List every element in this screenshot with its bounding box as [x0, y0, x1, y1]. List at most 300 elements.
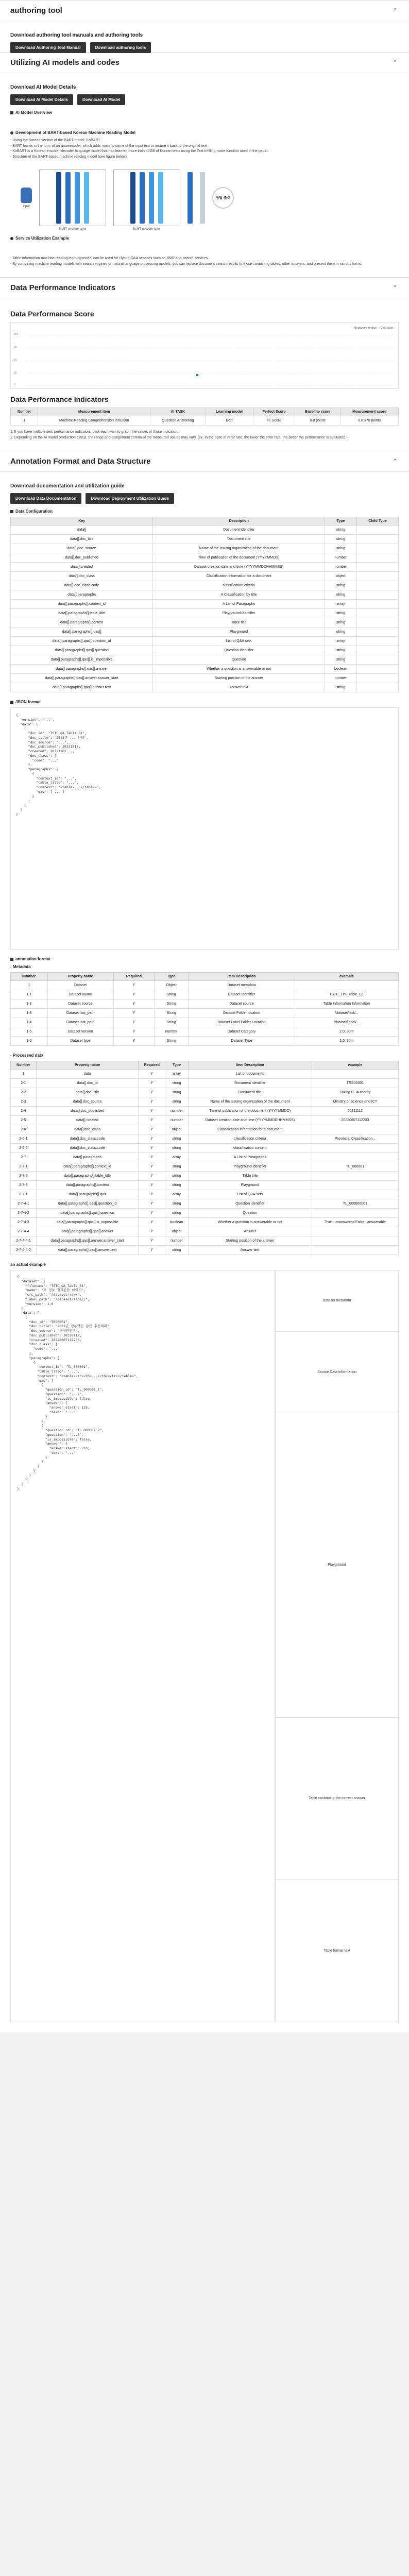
y-tick: 50: [14, 359, 17, 362]
table-cell: string: [325, 581, 356, 590]
table-header-cell: Required: [113, 973, 154, 981]
table-row: [11, 1246, 399, 1255]
table-cell: 1-5: [11, 1027, 48, 1037]
table-cell: Table title: [153, 618, 325, 628]
encoder-bar: [84, 172, 89, 224]
table-cell: A List of Paragraphs: [188, 1153, 312, 1162]
table-cell: 1-6: [11, 1037, 48, 1046]
encoder-bar: [65, 172, 71, 224]
diagram-input-label: input: [23, 205, 30, 208]
table-cell: string: [325, 590, 356, 600]
table-header-cell: Item Description: [189, 973, 295, 981]
download-tools-button[interactable]: Download authoring tools: [90, 42, 151, 53]
table-cell: [357, 683, 399, 692]
table-cell: Y: [139, 1153, 165, 1162]
table-cell: string: [325, 544, 356, 553]
table-cell: boolean: [325, 665, 356, 674]
note: 2. Depending on the AI model production status, the range and assignment criteria of the measured values may vary. (ex. In the case of error rate, the lower the error rate, the better the performance is evaluated.): [10, 435, 348, 439]
table-header-cell: Number: [11, 1061, 37, 1070]
table-row: [11, 1153, 399, 1162]
accordion-annotation: [0, 451, 409, 2032]
table-cell: 2-7-4-4: [11, 1227, 37, 1236]
bullet-square-icon: [10, 958, 13, 961]
table-cell: string: [325, 628, 356, 637]
chevron-up-icon[interactable]: ⌃: [393, 60, 398, 66]
table-cell: 2-3: [11, 1097, 37, 1107]
table-header-cell: Property name: [36, 1061, 139, 1070]
table-cell: Y: [139, 1190, 165, 1199]
table-cell: object: [165, 1125, 189, 1134]
table-cell: Y: [139, 1227, 165, 1236]
annotation-note: Dataset metadata: [276, 1270, 398, 1332]
table-cell: [312, 1246, 398, 1255]
table-cell: List of Q&A sets: [153, 637, 325, 646]
download-model-button[interactable]: Download AI Model: [77, 94, 125, 105]
table-cell: Playground identifier: [153, 609, 325, 618]
table-cell: [357, 526, 399, 535]
table-cell: Y: [139, 1134, 165, 1144]
table-cell: String: [155, 990, 189, 999]
table-cell: TSTC_Lim_Table_C1: [295, 990, 398, 999]
table-cell: data: [36, 1070, 139, 1079]
table-cell: 2-6: [11, 1125, 37, 1134]
table-cell: data[].paragraphs[].qas[].question: [36, 1209, 139, 1218]
table-cell: [357, 637, 399, 646]
table-cell: array: [165, 1070, 189, 1079]
overview-label: AI Model Overview: [15, 110, 53, 115]
dev-label: Development of BART-based Korean Machine Reading Model: [15, 130, 135, 135]
table-cell: Dataset Identifier: [189, 990, 295, 999]
table-cell: string: [325, 609, 356, 618]
table-cell: data[].paragraphs: [11, 590, 153, 600]
table-row: [11, 665, 399, 674]
table-header-cell: Type: [325, 517, 356, 526]
table-cell: string: [165, 1079, 189, 1088]
table-cell: Dataset Type: [189, 1037, 295, 1046]
table-row: [11, 526, 399, 535]
metadata-table: [10, 972, 399, 1046]
config-table: [10, 517, 399, 692]
table-cell: Starting position of the answer: [188, 1236, 312, 1246]
table-cell: Dataset creation date and time (YYYYMMDDHHMMSS): [188, 1116, 312, 1125]
table-cell: data[].doc_id: [36, 1079, 139, 1088]
table-cell: 2-7-4-4-2: [11, 1246, 37, 1255]
table-cell: number: [165, 1236, 189, 1246]
section-subtitle: Download authoring tool manuals and authoring tools: [10, 32, 143, 38]
table-cell: Machine Reading Comprehension Inclusion: [38, 416, 150, 426]
table-cell: data[].paragraphs[].qas[].answer.text: [11, 683, 153, 692]
table-row: [11, 674, 399, 683]
table-header-cell: Perfect Score: [253, 408, 295, 416]
table-cell: string: [165, 1246, 189, 1255]
table-cell: 2-2: [11, 1088, 37, 1097]
json-label: JSON format: [15, 700, 41, 704]
table-cell: Playground identifier: [188, 1162, 312, 1172]
table-cell: Answer text: [153, 683, 325, 692]
table-cell: /dataset/label/...: [295, 1018, 398, 1027]
table-cell: data[].doc_class.code: [36, 1134, 139, 1144]
table-cell: Y: [139, 1218, 165, 1227]
table-cell: data[].paragraphs[].qas[].question_id: [11, 637, 153, 646]
table-cell: [357, 674, 399, 683]
table-cell: string: [165, 1209, 189, 1218]
table-cell: data[].paragraphs[].qas[]: [11, 628, 153, 637]
service-line: - Table information machine reading learning model can be used for Hybrid Q&A services such as BMR and search services.: [10, 257, 209, 260]
table-cell: 1-2: [11, 999, 48, 1009]
table-row: [11, 553, 399, 563]
table-cell: 2-7-1: [11, 1162, 37, 1172]
table-cell: string: [165, 1162, 189, 1172]
output-layer-bar: [200, 172, 205, 224]
table-cell: Y: [139, 1199, 165, 1209]
table-cell: data[].created: [11, 563, 153, 572]
dev-line: - Structure of the BART-based machine reading model (see figure below): [10, 155, 127, 159]
table-cell: data[].doc_published: [11, 553, 153, 563]
table-cell: classification criteria: [188, 1134, 312, 1144]
table-header-cell: Required: [139, 1061, 165, 1070]
annotation-format-label: annotation format: [15, 957, 50, 961]
table-cell: Document identifier: [188, 1079, 312, 1088]
table-cell: data[].paragraphs[].context_id: [36, 1162, 139, 1172]
table-cell: Object: [155, 981, 189, 990]
table-row: [11, 1162, 399, 1172]
actual-annotations: [275, 1270, 399, 2022]
table-cell: data[].paragraphs[].qas[].answer.answer_start: [36, 1236, 139, 1246]
table-cell: number: [155, 1027, 189, 1037]
table-cell: Answer: [188, 1227, 312, 1236]
table-header-cell: Type: [165, 1061, 189, 1070]
table-cell: Time of publication of the document (YYYYMMDD): [188, 1107, 312, 1116]
table-cell: [312, 1172, 398, 1181]
table-row: [11, 1079, 399, 1088]
accordion-header[interactable]: [0, 53, 409, 73]
table-row: [11, 1116, 399, 1125]
model-diagram: [21, 167, 399, 229]
table-cell: Y: [113, 1027, 154, 1037]
table-cell: boolean: [165, 1218, 189, 1227]
table-cell: Question Answering: [150, 416, 206, 426]
table-cell: Name of the issuing organization of the document: [188, 1097, 312, 1107]
y-tick: 0: [14, 383, 15, 386]
decoder-bar: [130, 172, 135, 224]
table-cell: data[].doc_class.code: [36, 1144, 139, 1153]
table-row: [11, 1018, 399, 1027]
table-cell: 2-6-2: [11, 1144, 37, 1153]
table-header-cell: AI TASK: [150, 408, 206, 416]
table-cell: data[].paragraphs[].context: [36, 1181, 139, 1190]
encoder-label: BART encoder layer: [59, 228, 87, 231]
table-row: [11, 572, 399, 581]
table-row: [11, 655, 399, 665]
table-cell: 2-7-2: [11, 1172, 37, 1181]
table-cell: string: [165, 1088, 189, 1097]
table-cell: string: [325, 655, 356, 665]
table-header-cell: Description: [153, 517, 325, 526]
table-row: [11, 1009, 399, 1018]
table-row: [11, 1134, 399, 1144]
bullet-circle-icon: [10, 237, 13, 240]
table-row: [11, 1199, 399, 1209]
processed-table: [10, 1061, 399, 1255]
table-cell: Y: [139, 1107, 165, 1116]
annotation-note: Playground: [276, 1413, 398, 1717]
table-cell: Starting position of the answer: [153, 674, 325, 683]
chevron-up-icon[interactable]: ⌃: [393, 285, 398, 291]
accordion-header[interactable]: [0, 451, 409, 472]
table-cell: Dataset type: [47, 1037, 113, 1046]
dev-description: [10, 138, 399, 160]
encoder-bar: [75, 172, 80, 224]
table-cell: [357, 646, 399, 655]
encoder-box: [39, 170, 106, 231]
table-row: [11, 683, 399, 692]
legend-goal: Goal value: [381, 327, 393, 330]
table-cell: 2-5: [11, 1116, 37, 1125]
table-cell: String: [155, 1009, 189, 1018]
table-cell: [312, 1144, 398, 1153]
table-cell: string: [165, 1134, 189, 1144]
table-cell: number: [165, 1116, 189, 1125]
table-cell: 2-7-4-3: [11, 1218, 37, 1227]
table-cell: data[].doc_title: [36, 1088, 139, 1097]
legend-measurement: Measurement value: [354, 327, 377, 330]
table-cell: Dataset metadata: [189, 981, 295, 990]
bullet-square-icon: [10, 510, 13, 513]
table-row: [11, 1218, 399, 1227]
table-row: [11, 416, 399, 426]
table-cell: 1: [11, 1070, 37, 1079]
table-cell: Whether a question is answerable or not: [153, 665, 325, 674]
table-cell: Y: [139, 1125, 165, 1134]
table-cell: data[]: [11, 526, 153, 535]
table-cell: [357, 544, 399, 553]
table-cell: [357, 600, 399, 609]
table-row: [11, 1125, 399, 1134]
table-cell: data[].paragraphs[].context_id: [11, 600, 153, 609]
table-cell: Dataset Folder location: [189, 1009, 295, 1018]
table-cell: Document Identifier: [153, 526, 325, 535]
table-cell: string: [325, 618, 356, 628]
table-cell: 2-4: [11, 1107, 37, 1116]
table-row: [11, 1037, 399, 1046]
annotation-note: Table format text: [323, 1948, 350, 1953]
table-cell: Classification information for a document: [153, 572, 325, 581]
table-cell: Y: [113, 999, 154, 1009]
table-cell: object: [165, 1227, 189, 1236]
chart-legend: [354, 327, 393, 330]
grid-line: [26, 385, 393, 386]
section-title: Annotation Format and Data Structure: [10, 457, 151, 466]
table-row: [11, 544, 399, 553]
table-cell: 1: [11, 981, 48, 990]
table-row: [11, 618, 399, 628]
accordion-authoring: [0, 0, 409, 52]
table-cell: Y: [139, 1144, 165, 1153]
table-cell: List of documents: [188, 1070, 312, 1079]
actual-example: [10, 1270, 399, 2022]
table-cell: array: [325, 637, 356, 646]
table-cell: Dataset source: [47, 999, 113, 1009]
actual-example-label: an actual example: [10, 1262, 46, 1267]
table-cell: Y: [139, 1246, 165, 1255]
table-cell: 1-1: [11, 990, 48, 999]
chevron-up-icon[interactable]: ⌃: [393, 459, 398, 465]
table-cell: [357, 618, 399, 628]
table-cell: string: [165, 1097, 189, 1107]
accordion-header[interactable]: [0, 278, 409, 298]
table-cell: Y: [113, 1009, 154, 1018]
table-row: [11, 600, 399, 609]
table-cell: [357, 553, 399, 563]
table-cell: Dataset version: [47, 1027, 113, 1037]
table-cell: True : unanswered False : answerable: [312, 1218, 398, 1227]
table-cell: data[].paragraphs[].context: [11, 618, 153, 628]
table-cell: [357, 628, 399, 637]
table-row: [11, 581, 399, 590]
table-cell: data[].doc_class: [36, 1125, 139, 1134]
table-cell: Table title: [188, 1172, 312, 1181]
table-cell: Ministry of Science and ICT: [312, 1097, 398, 1107]
table-cell: [312, 1125, 398, 1134]
table-cell: string: [165, 1172, 189, 1181]
output-circle: 정답 출력: [212, 187, 234, 209]
table-cell: Dataset: [47, 981, 113, 990]
table-header-cell: Number: [11, 408, 38, 416]
table-cell: Y: [139, 1209, 165, 1218]
table-row: [11, 1097, 399, 1107]
table-row: [11, 1172, 399, 1181]
table-cell: TRS00001: [312, 1079, 398, 1088]
table-cell: 2-7-3: [11, 1181, 37, 1190]
table-cell: string: [325, 646, 356, 655]
download-model-details-button[interactable]: Download AI Model Details: [10, 94, 73, 105]
service-line: - By combining machine reading models with search engines or natural language processing models, you can replace document search results to those containing tables, other answers, and present them in various forms.: [10, 262, 363, 266]
service-label: Service Utilization Example: [15, 236, 70, 241]
download-documentation-button[interactable]: Download Data Documentation: [10, 493, 81, 504]
table-cell: Dataset last_path: [47, 1018, 113, 1027]
decoder-label: BART decoder layer: [133, 228, 161, 231]
table-cell: Y: [113, 1037, 154, 1046]
table-cell: Name of the issuing organization of the document: [153, 544, 325, 553]
performance-chart: [10, 322, 399, 389]
table-cell: data[].paragraphs[].qas[].answer.answer_start: [11, 674, 153, 683]
table-row: [11, 999, 399, 1009]
table-row: [11, 1027, 399, 1037]
table-cell: Dataset Label Folder Location: [189, 1018, 295, 1027]
table-row: [11, 981, 399, 990]
table-cell: data[].paragraphs[].qas[].answer: [36, 1227, 139, 1236]
table-row: [11, 535, 399, 544]
table-cell: string: [325, 535, 356, 544]
table-header-cell: Child Type: [357, 517, 399, 526]
encoder-bar: [56, 172, 61, 224]
section-title: Utilizing AI models and codes: [10, 58, 120, 67]
table-cell: [312, 1070, 398, 1079]
table-cell: data[].doc_source: [36, 1097, 139, 1107]
table-row: [11, 1144, 399, 1153]
table-cell: string: [165, 1144, 189, 1153]
table-header-cell: Number: [11, 973, 48, 981]
table-cell: [312, 1227, 398, 1236]
table-cell: Playground: [153, 628, 325, 637]
table-cell: data[].paragraphs[].qas[].is_impossible: [11, 655, 153, 665]
table-cell: Question identifier: [153, 646, 325, 655]
table-cell: array: [325, 600, 356, 609]
table-cell: A List of Paragraphs: [153, 600, 325, 609]
download-manual-button[interactable]: Download Authoring Tool Manual: [10, 42, 86, 53]
table-cell: string: [165, 1181, 189, 1190]
service-description: [10, 256, 399, 267]
score-title: Data Performance Score: [10, 310, 94, 318]
table-cell: 2-7: [11, 1153, 37, 1162]
table-cell: array: [165, 1190, 189, 1199]
chevron-up-icon[interactable]: ⌃: [393, 8, 398, 14]
dev-line: - BART learns in the form of an autoencoder, which adds noise to some of the input text to restore it back to the original text: [10, 144, 207, 148]
table-header-cell: example: [312, 1061, 398, 1070]
table-cell: /dataset/last/...: [295, 1009, 398, 1018]
table-cell: data[].paragraphs[].qas[].is_impossible: [36, 1218, 139, 1227]
table-cell: Y: [139, 1116, 165, 1125]
table-cell: Y: [139, 1236, 165, 1246]
table-cell: 2-1: [11, 1079, 37, 1088]
table-row: [11, 590, 399, 600]
table-cell: List of Q&A sets: [188, 1190, 312, 1199]
table-cell: [312, 1181, 398, 1190]
decoder-box: [113, 170, 180, 231]
output-layer-bar: [188, 172, 193, 224]
table-cell: data[].doc_title: [11, 535, 153, 544]
table-cell: 2-6-1: [11, 1134, 37, 1144]
table-cell: data[].doc_class: [11, 572, 153, 581]
config-label: Data Configuration: [15, 509, 53, 514]
table-row: [11, 1181, 399, 1190]
table-header-cell: Baseline score: [295, 408, 340, 416]
table-cell: 20211112: [312, 1107, 398, 1116]
table-cell: 0.81/70 points: [340, 416, 399, 426]
table-cell: A Classification by title: [153, 590, 325, 600]
table-cell: Classification information for a document: [188, 1125, 312, 1134]
table-cell: data[].paragraphs[].qas[].question: [11, 646, 153, 655]
table-row: [11, 990, 399, 999]
table-cell: String: [155, 1037, 189, 1046]
table-row: [11, 637, 399, 646]
table-cell: data[].paragraphs[].qas: [36, 1190, 139, 1199]
table-cell: Document title: [153, 535, 325, 544]
table-cell: data[].doc_published: [36, 1107, 139, 1116]
table-cell: 2-7-4-1: [11, 1199, 37, 1209]
table-cell: number: [325, 674, 356, 683]
table-cell: 2-7-4: [11, 1190, 37, 1199]
table-cell: [357, 609, 399, 618]
table-cell: Dataset Category: [189, 1027, 295, 1037]
accordion-header[interactable]: [0, 1, 409, 21]
table-row: [11, 1236, 399, 1246]
table-cell: String: [155, 1018, 189, 1027]
table-cell: [357, 590, 399, 600]
section-subtitle: Download documentation and utilization guide: [10, 483, 125, 489]
table-cell: Dataset last_path: [47, 1009, 113, 1018]
table-cell: data[].paragraphs[].qas[].answer: [11, 665, 153, 674]
download-guide-button[interactable]: Download Deployment Utilization Guide: [86, 493, 174, 504]
metadata-label: - Metadata: [10, 964, 31, 969]
table-cell: 2.0, 30m: [295, 1037, 398, 1046]
table-cell: Y: [139, 1070, 165, 1079]
table-cell: data[].paragraphs[].qas[].question_id: [36, 1199, 139, 1209]
table-cell: [312, 1153, 398, 1162]
table-cell: string: [325, 683, 356, 692]
table-cell: [295, 981, 398, 990]
table-header-cell: Type: [155, 973, 189, 981]
